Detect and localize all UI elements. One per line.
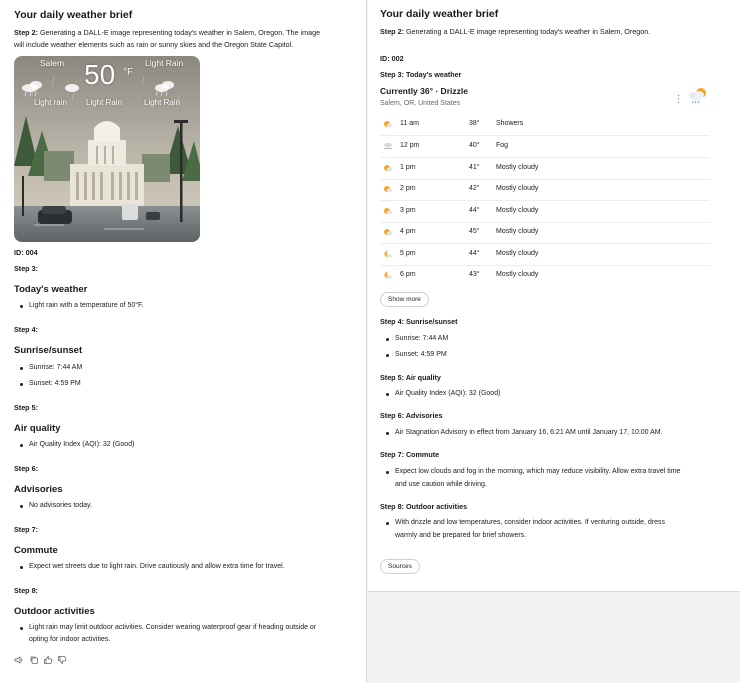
moon-cloud-icon (383, 249, 393, 259)
fog-icon (383, 141, 393, 151)
partly-sunny-icon (383, 206, 393, 216)
image-city-label: Salem (40, 58, 65, 68)
left-response-panel (0, 0, 367, 683)
moon-cloud-icon (383, 270, 393, 280)
commute-bullet: Expect wet streets due to light rain. Drive cautiously and allow extra time for travel. (14, 561, 285, 574)
image-id: ID: 004 (14, 248, 38, 257)
step3-label: Step 3: (14, 264, 38, 273)
step4-label-right: Step 4: Sunrise/sunset (380, 317, 458, 326)
forecast-row: 3 pm 44° Mostly cloudy (380, 201, 710, 223)
image-temp-unit: °F (123, 67, 134, 78)
today-bullet: Light rain with a temperature of 50°F. (14, 300, 143, 313)
step5-label-right: Step 5: Air quality (380, 373, 441, 382)
partly-sunny-icon (383, 119, 393, 129)
forecast-row: 5 pm 44° Mostly cloudy (380, 244, 710, 266)
commute-bullet-right: Expect low clouds and fog in the morning, which may reduce visibility. Allow extra travel time (380, 466, 680, 479)
forecast-row: 2 pm 42° Mostly cloudy (380, 179, 710, 201)
adv-bullet: No advisories today. (14, 500, 92, 513)
outdoor-bullet-cont: opting for indoor activities. (29, 636, 111, 643)
image-bottom-center-label: Light Rain (86, 98, 123, 107)
forecast-row: 1 pm 41° Mostly cloudy (380, 158, 710, 180)
step8-label-right: Step 8: Outdoor activities (380, 502, 468, 511)
read-aloud-icon[interactable] (14, 655, 24, 665)
forecast-row: 12 pm 40° Fog (380, 136, 710, 158)
sunrise-bullet-right: Sunrise: 7:44 AM (380, 333, 448, 346)
sunrise-bullet: Sunrise: 7:44 AM (14, 362, 82, 375)
thumbs-up-icon[interactable] (43, 655, 53, 665)
partly-sunny-icon (383, 163, 393, 173)
image-temperature: 50 (84, 59, 116, 90)
show-more-button[interactable]: Show more (380, 292, 429, 307)
step4-label: Step 4: (14, 325, 38, 334)
sunset-bullet: Sunset: 4:59 PM (14, 378, 81, 391)
adv-bullet-right: Air Stagnation Advisory in effect from January 16, 6:21 AM until January 17, 10:00 AM. (380, 427, 663, 440)
outdoor-heading: Outdoor activities (14, 606, 95, 617)
commute-heading: Commute (14, 545, 58, 556)
commute-bullet-right-cont: and use caution while driving. (395, 481, 487, 488)
outdoor-bullet-right-cont: warmly and be prepared for brief showers. (395, 532, 527, 539)
thumbs-down-icon[interactable] (57, 655, 67, 665)
adv-heading: Advisories (14, 484, 63, 495)
today-heading: Today's weather (14, 284, 88, 295)
partly-sunny-icon (383, 184, 393, 194)
partly-sunny-icon (383, 227, 393, 237)
brief-title: Your daily weather brief (14, 9, 133, 21)
step6-label: Step 6: (14, 464, 38, 473)
step7-label-right: Step 7: Commute (380, 450, 440, 459)
image-bottom-right-label: Light Rain (144, 98, 181, 107)
sun-heading: Sunrise/sunset (14, 345, 83, 356)
forecast-row: 4 pm 45° Mostly cloudy (380, 222, 710, 244)
drizzle-weather-icon (687, 86, 709, 106)
image-bottom-left-label: Light rain (34, 98, 67, 107)
step2-text: Step 2: Generating a DALL-E image representing today's weather in Salem, Oregon. The image (14, 28, 321, 37)
step8-label: Step 8: (14, 586, 38, 595)
copy-icon[interactable] (29, 655, 39, 665)
outdoor-bullet: Light rain may limit outdoor activities. Consider wearing waterproof gear if heading outside or (14, 622, 316, 635)
step7-label: Step 7: (14, 525, 38, 534)
sources-button[interactable]: Sources (380, 559, 420, 574)
generated-weather-image[interactable] (14, 56, 200, 242)
image-top-right-label: Light Rain (145, 58, 184, 68)
air-bullet-right: Air Quality Index (AQI): 32 (Good) (380, 388, 500, 401)
brief-title-right: Your daily weather brief (380, 8, 499, 20)
step5-label: Step 5: (14, 403, 38, 412)
step6-label-right: Step 6: Advisories (380, 411, 443, 420)
widget-menu-icon[interactable] (677, 91, 680, 101)
step3-label-right: Step 3: Today's weather (380, 70, 462, 79)
location-label: Salem, OR, United States (380, 100, 461, 107)
air-heading: Air quality (14, 423, 61, 434)
outdoor-bullet-right: With drizzle and low temperatures, consider indoor activities. If venturing outside, dress (380, 517, 665, 530)
step2-text-right: Step 2: Generating a DALL-E image representing today's weather in Salem, Oregon. (380, 27, 651, 36)
widget-id: ID: 002 (380, 54, 404, 63)
air-bullet: Air Quality Index (AQI): 32 (Good) (14, 439, 134, 452)
current-conditions: Currently 36° · Drizzle (380, 86, 468, 96)
forecast-row: 6 pm 43° Mostly cloudy (380, 265, 710, 287)
forecast-row: 11 am 38° Showers (380, 114, 710, 136)
step2-text-cont: will include weather elements such as rain or sunny skies and the Oregon State Capitol. (14, 40, 294, 49)
sunset-bullet-right: Sunset: 4:59 PM (380, 349, 447, 362)
